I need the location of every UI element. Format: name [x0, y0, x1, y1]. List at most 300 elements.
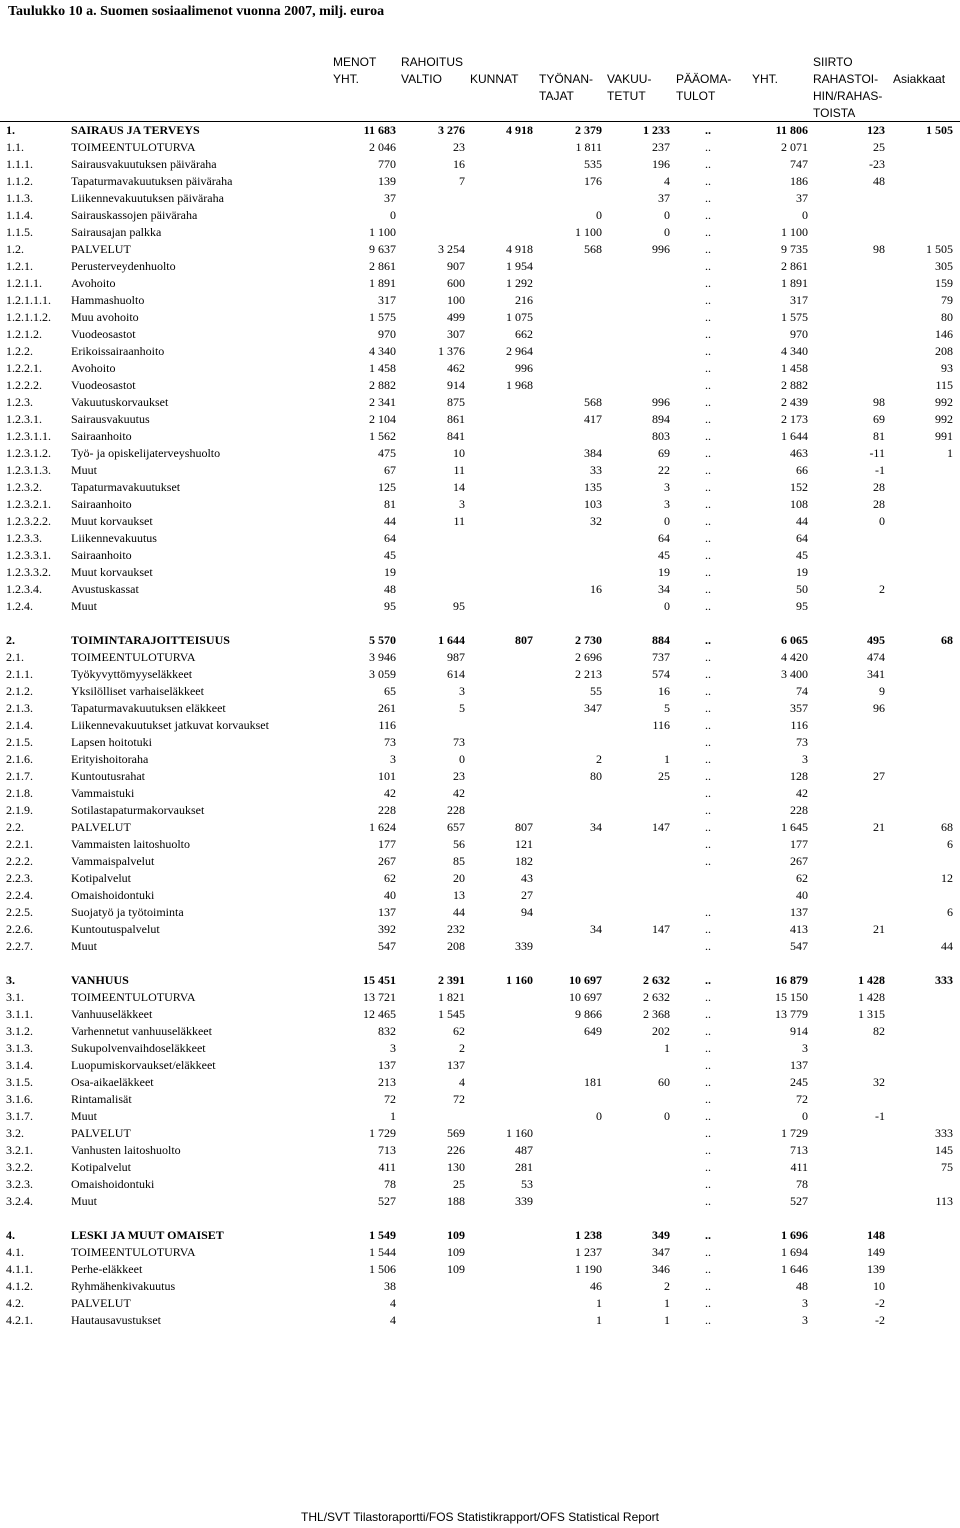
- cell-kunnat: 807: [515, 820, 533, 834]
- cell-vakuutetut: 884: [652, 633, 670, 647]
- cell-vakuutetut: 19: [658, 565, 670, 579]
- cell-valtio: 226: [447, 1143, 465, 1157]
- cell-label: Kotipalvelut: [71, 871, 131, 885]
- cell-yht: 1 646: [781, 1262, 808, 1276]
- cell-paaomatulot: ..: [705, 1228, 711, 1242]
- cell-tyonantajat: 384: [584, 446, 602, 460]
- cell-label: TOIMEENTULOTURVA: [71, 990, 196, 1004]
- cell-tyonantajat: 568: [584, 395, 602, 409]
- cell-paaomatulot: ..: [705, 446, 711, 460]
- table-row: [0, 479, 960, 496]
- cell-menot: 392: [378, 922, 396, 936]
- cell-label: TOIMEENTULOTURVA: [71, 650, 196, 664]
- cell-code: 3.2.1.: [6, 1143, 33, 1157]
- cell-code: 1.2.1.2.: [6, 327, 42, 341]
- cell-vakuutetut: 1: [664, 1313, 670, 1327]
- cell-menot: 81: [384, 497, 396, 511]
- cell-label: Tapaturmavakuutuksen päiväraha: [71, 174, 233, 188]
- cell-vakuutetut: 0: [664, 225, 670, 239]
- cell-asiakkaat: 68: [941, 633, 953, 647]
- cell-yht: 527: [790, 1194, 808, 1208]
- cell-code: 4.1.2.: [6, 1279, 33, 1293]
- cell-label: PALVELUT: [71, 242, 131, 256]
- table-row: [0, 1040, 960, 1057]
- cell-valtio: 4: [459, 1075, 465, 1089]
- cell-code: 2.1.3.: [6, 701, 33, 715]
- cell-paaomatulot: ..: [705, 565, 711, 579]
- cell-code: 1.2.2.: [6, 344, 33, 358]
- cell-tyonantajat: 1 811: [575, 140, 602, 154]
- cell-asiakkaat: 6: [947, 837, 953, 851]
- cell-siirto: 9: [879, 684, 885, 698]
- cell-label: Hautausavustukset: [71, 1313, 161, 1327]
- cell-yht: 1 100: [781, 225, 808, 239]
- cell-label: Vammaistuki: [71, 786, 135, 800]
- table-row: [0, 224, 960, 241]
- cell-kunnat: 339: [515, 939, 533, 953]
- cell-yht: 1 729: [781, 1126, 808, 1140]
- cell-label: Omaishoidontuki: [71, 1177, 155, 1191]
- cell-code: 1.2.3.3.2.: [6, 565, 51, 579]
- cell-yht: 73: [796, 735, 808, 749]
- cell-asiakkaat: 992: [935, 412, 953, 426]
- cell-code: 1.2.3.: [6, 395, 33, 409]
- cell-siirto: 69: [873, 412, 885, 426]
- cell-siirto: 495: [867, 633, 885, 647]
- cell-code: 2.1.8.: [6, 786, 33, 800]
- cell-kunnat: 996: [515, 361, 533, 375]
- cell-menot: 1 544: [369, 1245, 396, 1259]
- cell-siirto: 474: [867, 650, 885, 664]
- cell-vakuutetut: 0: [664, 514, 670, 528]
- cell-vakuutetut: 1: [664, 1041, 670, 1055]
- cell-asiakkaat: 208: [935, 344, 953, 358]
- cell-code: 3.: [6, 973, 15, 987]
- table-row: [0, 1074, 960, 1091]
- cell-yht: 3: [802, 752, 808, 766]
- cell-siirto: 1 315: [858, 1007, 885, 1021]
- cell-vakuutetut: 574: [652, 667, 670, 681]
- cell-label: TOIMEENTULOTURVA: [71, 1245, 196, 1259]
- cell-label: Vuodeosastot: [71, 327, 136, 341]
- cell-kunnat: 1 075: [506, 310, 533, 324]
- table-row: [0, 1006, 960, 1023]
- cell-label: Sairausajan palkka: [71, 225, 162, 239]
- cell-label: TOIMINTARAJOITTEISUUS: [71, 633, 230, 647]
- cell-code: 1.2.4.: [6, 599, 33, 613]
- cell-siirto: 2: [879, 582, 885, 596]
- cell-code: 1.2.3.1.3.: [6, 463, 51, 477]
- cell-asiakkaat: 6: [947, 905, 953, 919]
- cell-vakuutetut: 894: [652, 412, 670, 426]
- cell-menot: 1 506: [369, 1262, 396, 1276]
- cell-paaomatulot: ..: [705, 1296, 711, 1310]
- cell-paaomatulot: ..: [705, 650, 711, 664]
- cell-label: Vammaispalvelut: [71, 854, 155, 868]
- cell-menot: 0: [390, 208, 396, 222]
- cell-label: Sotilastapaturmakorvaukset: [71, 803, 205, 817]
- cell-kunnat: 4 918: [506, 123, 533, 137]
- cell-valtio: 861: [447, 412, 465, 426]
- cell-label: PALVELUT: [71, 1126, 131, 1140]
- cell-tyonantajat: 1 100: [575, 225, 602, 239]
- cell-code: 3.1.2.: [6, 1024, 33, 1038]
- cell-paaomatulot: ..: [705, 1143, 711, 1157]
- cell-paaomatulot: ..: [705, 701, 711, 715]
- cell-valtio: 2: [459, 1041, 465, 1055]
- cell-yht: 137: [790, 905, 808, 919]
- cell-valtio: 232: [447, 922, 465, 936]
- cell-kunnat: 1 968: [506, 378, 533, 392]
- cell-kunnat: 281: [515, 1160, 533, 1174]
- cell-yht: 3: [802, 1296, 808, 1310]
- cell-menot: 3: [390, 1041, 396, 1055]
- cell-yht: 4 420: [781, 650, 808, 664]
- cell-code: 4.1.1.: [6, 1262, 33, 1276]
- cell-label: Muut: [71, 463, 98, 477]
- cell-tyonantajat: 16: [590, 582, 602, 596]
- cell-valtio: 25: [453, 1177, 465, 1191]
- table-row: [0, 207, 960, 224]
- cell-yht: 44: [796, 514, 808, 528]
- cell-label: Työ- ja opiskelijaterveyshuolto: [71, 446, 221, 460]
- cell-tyonantajat: 1 238: [575, 1228, 602, 1242]
- cell-yht: 42: [796, 786, 808, 800]
- cell-code: 3.1.3.: [6, 1041, 33, 1055]
- cell-vakuutetut: 2 632: [643, 973, 670, 987]
- cell-siirto: 28: [873, 480, 885, 494]
- cell-valtio: 462: [447, 361, 465, 375]
- cell-menot: 475: [378, 446, 396, 460]
- cell-yht: 128: [790, 769, 808, 783]
- cell-code: 1.2.2.2.: [6, 378, 42, 392]
- cell-label: Liikennevakuutus: [71, 531, 157, 545]
- table-row: [0, 717, 960, 734]
- cell-valtio: 1 545: [438, 1007, 465, 1021]
- cell-code: 1.2.3.3.: [6, 531, 42, 545]
- cell-kunnat: 1 160: [506, 973, 533, 987]
- cell-paaomatulot: ..: [705, 786, 711, 800]
- table-row: [0, 139, 960, 156]
- cell-paaomatulot: ..: [705, 1177, 711, 1191]
- cell-tyonantajat: 80: [590, 769, 602, 783]
- cell-code: 1.2.1.1.1.: [6, 293, 51, 307]
- table-row: [0, 1142, 960, 1159]
- cell-yht: 2 173: [781, 412, 808, 426]
- footer-text: THL/SVT Tilastoraportti/FOS Statistikrapport/OFS Statistical Report: [301, 1510, 659, 1524]
- header-vakuutetut: VAKUU- TETUT: [607, 72, 652, 103]
- cell-label: Erityishoitoraha: [71, 752, 149, 766]
- table-row: [0, 1176, 960, 1193]
- cell-paaomatulot: ..: [705, 123, 711, 137]
- cell-valtio: 130: [447, 1160, 465, 1174]
- cell-asiakkaat: 1 505: [926, 123, 953, 137]
- table-row: [0, 292, 960, 309]
- cell-menot: 37: [384, 191, 396, 205]
- table-row: [0, 411, 960, 428]
- table-row: [0, 683, 960, 700]
- cell-code: 2.: [6, 633, 15, 647]
- cell-valtio: 914: [447, 378, 465, 392]
- cell-label: Ryhmähenkivakuutus: [71, 1279, 176, 1293]
- cell-yht: 1 575: [781, 310, 808, 324]
- cell-vakuutetut: 803: [652, 429, 670, 443]
- cell-yht: 116: [790, 718, 808, 732]
- cell-label: Sairausvakuutus: [71, 412, 150, 426]
- cell-yht: 2 439: [781, 395, 808, 409]
- cell-paaomatulot: ..: [705, 1126, 711, 1140]
- cell-tyonantajat: 34: [590, 922, 602, 936]
- cell-vakuutetut: 196: [652, 157, 670, 171]
- cell-vakuutetut: 996: [652, 395, 670, 409]
- cell-paaomatulot: ..: [705, 769, 711, 783]
- cell-vakuutetut: 346: [652, 1262, 670, 1276]
- cell-menot: 213: [378, 1075, 396, 1089]
- cell-label: Sairausvakuutuksen päiväraha: [71, 157, 217, 171]
- cell-tyonantajat: 417: [584, 412, 602, 426]
- cell-label: Työkyvyttömyyseläkkeet: [71, 667, 193, 681]
- cell-menot: 11 683: [363, 123, 396, 137]
- cell-yht: 37: [796, 191, 808, 205]
- cell-valtio: 11: [453, 463, 465, 477]
- table-row: [0, 598, 960, 615]
- cell-label: Kuntoutusrahat: [71, 769, 145, 783]
- cell-yht: 66: [796, 463, 808, 477]
- cell-yht: 2 071: [781, 140, 808, 154]
- cell-siirto: 82: [873, 1024, 885, 1038]
- cell-label: Omaishoidontuki: [71, 888, 155, 902]
- cell-code: 3.1.4.: [6, 1058, 33, 1072]
- cell-yht: 6 065: [781, 633, 808, 647]
- cell-vakuutetut: 45: [658, 548, 670, 562]
- cell-yht: 411: [790, 1160, 808, 1174]
- cell-valtio: 0: [459, 752, 465, 766]
- cell-menot: 527: [378, 1194, 396, 1208]
- cell-yht: 74: [796, 684, 808, 698]
- cell-vakuutetut: 0: [664, 1109, 670, 1123]
- cell-code: 2.2.7.: [6, 939, 33, 953]
- cell-code: 2.1.2.: [6, 684, 33, 698]
- cell-tyonantajat: 10 697: [569, 973, 602, 987]
- cell-menot: 267: [378, 854, 396, 868]
- cell-menot: 2 341: [369, 395, 396, 409]
- cell-menot: 139: [378, 174, 396, 188]
- cell-menot: 317: [378, 293, 396, 307]
- cell-siirto: 1 428: [858, 973, 885, 987]
- cell-valtio: 137: [447, 1058, 465, 1072]
- table-row: [0, 1091, 960, 1108]
- cell-menot: 770: [378, 157, 396, 171]
- cell-paaomatulot: ..: [705, 548, 711, 562]
- cell-paaomatulot: ..: [705, 803, 711, 817]
- cell-yht: 228: [790, 803, 808, 817]
- cell-label: Muu avohoito: [71, 310, 139, 324]
- cell-code: 1.1.5.: [6, 225, 33, 239]
- cell-menot: 9 637: [369, 242, 396, 256]
- cell-valtio: 2 391: [438, 973, 465, 987]
- table-row: [0, 904, 960, 921]
- cell-vakuutetut: 2 368: [643, 1007, 670, 1021]
- cell-label: Kotipalvelut: [71, 1160, 131, 1174]
- cell-label: Sairaanhoito: [71, 497, 132, 511]
- cell-valtio: 569: [447, 1126, 465, 1140]
- cell-label: Vammaisten laitoshuolto: [71, 837, 190, 851]
- cell-paaomatulot: ..: [705, 378, 711, 392]
- cell-kunnat: 339: [515, 1194, 533, 1208]
- cell-code: 2.1.: [6, 650, 24, 664]
- cell-tyonantajat: 55: [590, 684, 602, 698]
- cell-kunnat: 2 964: [506, 344, 533, 358]
- table-row: [0, 326, 960, 343]
- table-row: [0, 853, 960, 870]
- cell-valtio: 307: [447, 327, 465, 341]
- cell-yht: 317: [790, 293, 808, 307]
- table-row: [0, 1023, 960, 1040]
- cell-yht: 3: [802, 1313, 808, 1327]
- table-row: [0, 258, 960, 275]
- cell-asiakkaat: 991: [935, 429, 953, 443]
- cell-asiakkaat: 333: [935, 973, 953, 987]
- cell-code: 3.1.7.: [6, 1109, 33, 1123]
- table-row: [0, 360, 960, 377]
- cell-paaomatulot: ..: [705, 157, 711, 171]
- cell-menot: 713: [378, 1143, 396, 1157]
- table-row: [0, 1295, 960, 1312]
- cell-label: Erikoissairaanhoito: [71, 344, 165, 358]
- cell-label: Avohoito: [71, 276, 116, 290]
- cell-code: 1.2.2.1.: [6, 361, 42, 375]
- cell-code: 2.2.1.: [6, 837, 33, 851]
- cell-label: Hammashuolto: [71, 293, 145, 307]
- cell-menot: 95: [384, 599, 396, 613]
- cell-vakuutetut: 69: [658, 446, 670, 460]
- cell-menot: 3: [390, 752, 396, 766]
- table-row: [0, 972, 960, 989]
- header-yht: YHT.: [752, 72, 779, 86]
- cell-paaomatulot: ..: [705, 837, 711, 851]
- cell-code: 1.2.1.: [6, 259, 33, 273]
- cell-yht: 0: [802, 1109, 808, 1123]
- cell-paaomatulot: ..: [705, 1007, 711, 1021]
- cell-paaomatulot: ..: [705, 344, 711, 358]
- cell-yht: 914: [790, 1024, 808, 1038]
- cell-asiakkaat: 992: [935, 395, 953, 409]
- cell-asiakkaat: 12: [941, 871, 953, 885]
- cell-vakuutetut: 60: [658, 1075, 670, 1089]
- cell-label: Avohoito: [71, 361, 116, 375]
- cell-vakuutetut: 237: [652, 140, 670, 154]
- cell-label: Muut: [71, 1194, 98, 1208]
- table-row: [0, 1227, 960, 1244]
- cell-tyonantajat: 535: [584, 157, 602, 171]
- cell-menot: 78: [384, 1177, 396, 1191]
- cell-kunnat: 487: [515, 1143, 533, 1157]
- cell-asiakkaat: 79: [941, 293, 953, 307]
- table-row: [0, 768, 960, 785]
- cell-code: 2.2.6.: [6, 922, 33, 936]
- cell-valtio: 42: [453, 786, 465, 800]
- cell-yht: 1 458: [781, 361, 808, 375]
- cell-code: 4.2.1.: [6, 1313, 33, 1327]
- cell-code: 2.2.5.: [6, 905, 33, 919]
- cell-code: 1.2.: [6, 242, 24, 256]
- cell-yht: 50: [796, 582, 808, 596]
- cell-code: 1.1.: [6, 140, 24, 154]
- cell-menot: 13 721: [363, 990, 396, 1004]
- cell-valtio: 657: [447, 820, 465, 834]
- cell-menot: 970: [378, 327, 396, 341]
- cell-valtio: 3: [459, 684, 465, 698]
- cell-paaomatulot: ..: [705, 735, 711, 749]
- cell-paaomatulot: ..: [705, 361, 711, 375]
- cell-kunnat: 27: [521, 888, 533, 902]
- cell-valtio: 841: [447, 429, 465, 443]
- cell-paaomatulot: ..: [705, 1262, 711, 1276]
- table-row: [0, 547, 960, 564]
- cell-siirto: 21: [873, 820, 885, 834]
- cell-menot: 64: [384, 531, 396, 545]
- cell-tyonantajat: 2: [596, 752, 602, 766]
- cell-valtio: 109: [447, 1245, 465, 1259]
- cell-paaomatulot: ..: [705, 1024, 711, 1038]
- cell-label: SAIRAUS JA TERVEYS: [71, 123, 200, 137]
- cell-paaomatulot: ..: [705, 293, 711, 307]
- cell-yht: 3: [802, 1041, 808, 1055]
- cell-menot: 45: [384, 548, 396, 562]
- cell-vakuutetut: 737: [652, 650, 670, 664]
- table-row: [0, 700, 960, 717]
- cell-menot: 1 729: [369, 1126, 396, 1140]
- cell-paaomatulot: ..: [705, 1041, 711, 1055]
- cell-vakuutetut: 202: [652, 1024, 670, 1038]
- cell-label: Sukupolvenvaihdoseläkkeet: [71, 1041, 206, 1055]
- cell-vakuutetut: 147: [652, 922, 670, 936]
- table-row: [0, 309, 960, 326]
- cell-asiakkaat: 145: [935, 1143, 953, 1157]
- cell-yht: 62: [796, 871, 808, 885]
- table-row: [0, 241, 960, 258]
- table-row: [0, 1312, 960, 1329]
- cell-label: Suojatyö ja työtoiminta: [71, 905, 184, 919]
- cell-vakuutetut: 347: [652, 1245, 670, 1259]
- cell-tyonantajat: 32: [590, 514, 602, 528]
- cell-label: Sairauskassojen päiväraha: [71, 208, 198, 222]
- cell-code: 1.1.1.: [6, 157, 33, 171]
- cell-valtio: 7: [459, 174, 465, 188]
- cell-label: VANHUUS: [71, 973, 129, 987]
- cell-label: Avustuskassat: [71, 582, 139, 596]
- table-row: [0, 870, 960, 887]
- cell-vakuutetut: 0: [664, 208, 670, 222]
- cell-yht: 747: [790, 157, 808, 171]
- cell-label: Liikennevakuutuksen päiväraha: [71, 191, 224, 205]
- cell-code: 3.1.1.: [6, 1007, 33, 1021]
- cell-menot: 116: [378, 718, 396, 732]
- cell-code: 2.2.2.: [6, 854, 33, 868]
- cell-yht: 1 644: [781, 429, 808, 443]
- cell-paaomatulot: ..: [705, 854, 711, 868]
- cell-code: 1.2.3.4.: [6, 582, 42, 596]
- cell-menot: 4: [390, 1313, 396, 1327]
- table-row: [0, 836, 960, 853]
- cell-vakuutetut: 116: [652, 718, 670, 732]
- cell-valtio: 100: [447, 293, 465, 307]
- cell-tyonantajat: 2 696: [575, 650, 602, 664]
- cell-paaomatulot: ..: [705, 1075, 711, 1089]
- cell-valtio: 228: [447, 803, 465, 817]
- cell-code: 1.2.1.1.2.: [6, 310, 51, 324]
- cell-vakuutetut: 1 233: [643, 123, 670, 137]
